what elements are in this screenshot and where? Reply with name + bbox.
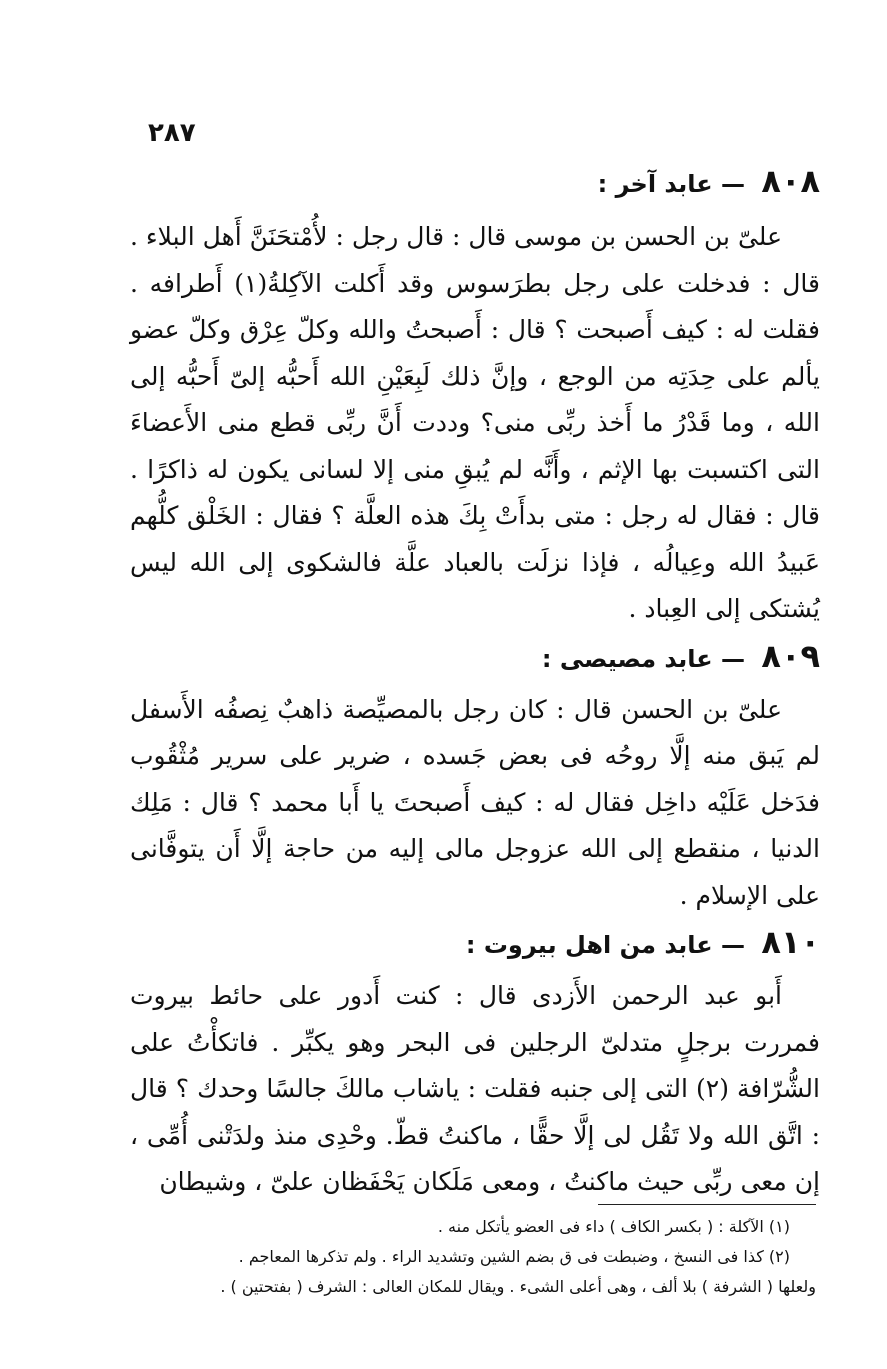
- entry-heading-809: [130, 637, 820, 675]
- entry-heading-808: [130, 162, 820, 200]
- entry-dash: —: [721, 170, 746, 198]
- entry-title: عابد من اهل بيروت :: [465, 931, 713, 959]
- page-number: ٢٨٧: [148, 118, 196, 148]
- entry-title: عابد مصيصى :: [541, 644, 713, 673]
- entry-dash: —: [721, 931, 746, 959]
- page-body: [130, 110, 820, 1206]
- footnote-2: (٢) كذا فى النسخ ، وضبطت فى ق بضم الشين وتشديد الراء . ولم تذكرها المعاجم .: [238, 1247, 790, 1266]
- entry-number: ٨٠٩: [761, 636, 820, 675]
- entry-dash: —: [721, 644, 746, 673]
- footnote-2-continued: ولعلها ( الشرفة ) بلا ألف ، وهى أعلى الشىء . ويقال للمكان العالى : الشرف ( بفتحتين ) .: [220, 1277, 816, 1296]
- entry-heading-810: [130, 923, 820, 961]
- footnotes: [130, 1204, 816, 1302]
- entry-number: ٨٠٨: [761, 162, 820, 200]
- entry-number: ٨١٠: [761, 923, 820, 961]
- entry-text-810: أَبو عبد الرحمن الأَزدى قال : كنت أَدور على حائط بيروت فمررت برجلٍ متدلىّ الرجلين فى البحر وهو يكبِّر . فاتكأْتُ على الشُّرّافة (٢) التى إلى جنبه فقلت : ياشاب مالكَ جالسًا وحدك ؟ قال : اتَّق الله ولا تَقُل لى إلَّا حقًّا ، ماكنتُ قطّ. وحْدِى منذ ولدَتْنى أُمِّى ، إن معى ربِّى حيث ماكنتُ ، ومعى مَلَكان يَحْفَظان علىّ ، وشيطان: [130, 981, 820, 1196]
- entry-text-809: علىّ بن الحسن قال : كان رجل بالمصيِّصة ذاهبٌ نِصفُه الأَسفل لم يَبق منه إلَّا روحُه فى بعض جَسده ، ضرير على سرير مُثْقُوب فدَخل عَلَيْه داخِل فقال له : كيف أَصبحتَ يا أَبا محمد ؟ قال : مَلِك الدنيا ، منقطع إلى الله عزوجل مالى إليه من حاجة إلَّا أَن يتوفَّانى على الإسلام .: [130, 694, 820, 910]
- entry-text-808: علىّ بن الحسن بن موسى قال : قال رجل : لأُمْتحَنَنَّ أَهل البلاء . قال : فدخلت على رجل بطرَسوس وقد أَكلت الآكِلةُ(١) أَطرافه . فقلت له : كيف أَصبحت ؟ قال : أَصبحتُ والله وكلّ عِرْق وكلّ عضو يألم على حِدَتِه من الوجع ، وإنَّ ذلك لَبِعَيْنِ الله أَحبُّه إلىّ أَحبُّه إلى الله ، وما قَدْرُ ما أَخذ ربِّى منى؟ وددت أَنَّ ربِّى قطع منى الأَعضاءَ التى اكتسبت بها الإثم ، وأَنَّه لم يُبقِ منى إلا لسانى يكون له ذاكرًا . قال : فقال له رجل : متى بدأَتْ بِكَ هذه العلَّة ؟ فقال : الخَلْق كلُّهم عَبيدُ الله وعِيالُه ، فإذا نزلَت بالعباد علَّة فالشكوى إلى الله ليس يُشتكى إلى العِباد .: [130, 222, 820, 623]
- footnote-1: (١) الآكلة : ( بكسر الكاف ) داء فى العضو يأتكل منه .: [437, 1217, 790, 1236]
- entry-title: عابد آخر :: [597, 170, 713, 198]
